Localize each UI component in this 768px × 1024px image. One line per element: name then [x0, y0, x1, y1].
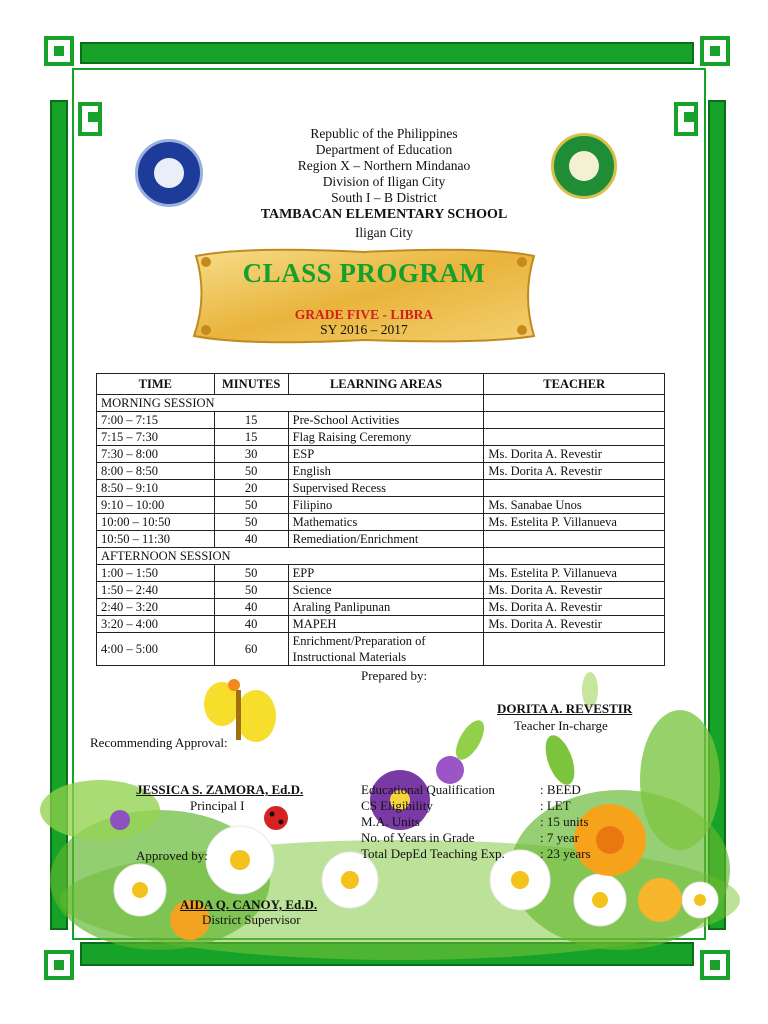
qual-value-education: : BEED [540, 782, 581, 797]
class-schedule-table [96, 373, 665, 666]
qual-label-eligibility: CS Eligibility [361, 798, 433, 813]
cell-area: Remediation/Enrichment [288, 531, 484, 548]
preparer-name: DORITA A. REVESTIR [497, 701, 633, 716]
cell-area: Supervised Recess [288, 480, 484, 497]
cell-minutes: 50 [214, 463, 288, 480]
cell-time: 9:10 – 10:00 [97, 497, 215, 514]
table-row [97, 599, 665, 616]
cell-teacher: Ms. Dorita A. Revestir [484, 582, 665, 599]
cell-time: 8:50 – 9:10 [97, 480, 215, 497]
approved-by-label: Approved by: [136, 848, 208, 863]
program-title: CLASS PROGRAM [242, 258, 486, 288]
recommender-title: Principal I [190, 798, 245, 813]
cell-minutes: 40 [214, 616, 288, 633]
cell-minutes: 40 [214, 599, 288, 616]
cell-area: Filipino [288, 497, 484, 514]
ladybug-icon [264, 806, 288, 830]
cell-minutes: 20 [214, 480, 288, 497]
cell-time: 7:30 – 8:00 [97, 446, 215, 463]
butterfly-icon [204, 679, 276, 742]
approver-name: AIDA Q. CANOY, Ed.D. [180, 897, 318, 912]
cell-area: Mathematics [288, 514, 484, 531]
table-row [97, 463, 665, 480]
cell-time: 2:40 – 3:20 [97, 599, 215, 616]
cell-teacher: Ms. Sanabae Unos [484, 497, 665, 514]
session-label-morning: MORNING SESSION [97, 395, 484, 412]
header-line-region: Region X – Northern Mindanao [297, 158, 471, 173]
cell-teacher [484, 531, 665, 548]
cell-minutes: 15 [214, 429, 288, 446]
header-time: TIME [97, 374, 215, 395]
cell-area: MAPEH [288, 616, 484, 633]
session-label-afternoon: AFTERNOON SESSION [97, 548, 484, 565]
cell-area: English [288, 463, 484, 480]
cell-minutes: 50 [214, 582, 288, 599]
schedule-body [97, 395, 665, 666]
cell-teacher [484, 429, 665, 446]
session-row-afternoon [97, 548, 665, 565]
table-header-row [97, 374, 665, 395]
table-row [97, 633, 665, 666]
table-row [97, 412, 665, 429]
cell-minutes: 40 [214, 531, 288, 548]
cell-teacher: Ms. Estelita P. Villanueva [484, 514, 665, 531]
qual-value-teaching-exp: : 23 years [540, 846, 591, 861]
table-row [97, 582, 665, 599]
table-cell [484, 395, 665, 412]
cell-teacher: Ms. Dorita A. Revestir [484, 446, 665, 463]
qual-value-ma-units: : 15 units [540, 814, 589, 829]
cell-time: 8:00 – 8:50 [97, 463, 215, 480]
preparer-title: Teacher In-charge [514, 718, 608, 733]
recommending-approval-label: Recommending Approval: [90, 735, 228, 750]
table-row [97, 531, 665, 548]
table-row [97, 565, 665, 582]
table-cell [484, 548, 665, 565]
prepared-by-label: Prepared by: [361, 668, 428, 683]
cell-teacher: Ms. Estelita P. Villanueva [484, 565, 665, 582]
cell-time: 10:00 – 10:50 [97, 514, 215, 531]
recommender-name: JESSICA S. ZAMORA, Ed.D. [136, 782, 304, 797]
cell-area: ESP [288, 446, 484, 463]
header-line-division: Division of Iligan City [322, 174, 446, 189]
header-minutes: MINUTES [214, 374, 288, 395]
table-row [97, 429, 665, 446]
approver-title: District Supervisor [202, 912, 301, 927]
cell-minutes: 30 [214, 446, 288, 463]
qual-label-years-grade: No. of Years in Grade [361, 830, 475, 845]
cell-time: 1:00 – 1:50 [97, 565, 215, 582]
cell-time: 10:50 – 11:30 [97, 531, 215, 548]
header-line-district: South I – B District [331, 190, 437, 205]
header-line-department: Department of Education [315, 142, 453, 157]
school-city: Iligan City [354, 225, 414, 240]
cell-time: 1:50 – 2:40 [97, 582, 215, 599]
table-row [97, 480, 665, 497]
table-row [97, 446, 665, 463]
qual-label-teaching-exp: Total DepEd Teaching Exp. [361, 846, 505, 861]
cell-teacher: Ms. Dorita A. Revestir [484, 463, 665, 480]
cell-teacher [484, 480, 665, 497]
cell-time: 7:00 – 7:15 [97, 412, 215, 429]
cell-teacher: Ms. Dorita A. Revestir [484, 616, 665, 633]
cell-teacher: Ms. Dorita A. Revestir [484, 599, 665, 616]
qual-value-years-grade: : 7 year [540, 830, 579, 845]
school-name: TAMBACAN ELEMENTARY SCHOOL [260, 207, 508, 222]
cell-minutes: 50 [214, 514, 288, 531]
header-teacher: TEACHER [484, 374, 665, 395]
cell-area: Enrichment/Preparation of Instructional Materials [288, 633, 484, 666]
cell-minutes: 50 [214, 497, 288, 514]
qual-label-education: Educational Qualification [361, 782, 495, 797]
cell-area: Flag Raising Ceremony [288, 429, 484, 446]
cell-time: 7:15 – 7:30 [97, 429, 215, 446]
table-row [97, 616, 665, 633]
cell-minutes: 50 [214, 565, 288, 582]
cell-teacher [484, 633, 665, 666]
grade-section: GRADE FIVE - LIBRA [294, 307, 434, 322]
cell-teacher [484, 412, 665, 429]
table-row [97, 497, 665, 514]
header-line-republic: Republic of the Philippines [310, 126, 458, 141]
cell-area: Pre-School Activities [288, 412, 484, 429]
cell-area: EPP [288, 565, 484, 582]
qual-value-eligibility: : LET [540, 798, 571, 813]
table-row [97, 514, 665, 531]
cell-minutes: 15 [214, 412, 288, 429]
school-year: SY 2016 – 2017 [320, 322, 408, 337]
qual-label-ma-units: M.A. Units [361, 814, 420, 829]
cell-time: 3:20 – 4:00 [97, 616, 215, 633]
header-learning-areas: LEARNING AREAS [288, 374, 484, 395]
cell-time: 4:00 – 5:00 [97, 633, 215, 666]
cell-area: Science [288, 582, 484, 599]
session-row-morning [97, 395, 665, 412]
cell-minutes: 60 [214, 633, 288, 666]
cell-area: Araling Panlipunan [288, 599, 484, 616]
